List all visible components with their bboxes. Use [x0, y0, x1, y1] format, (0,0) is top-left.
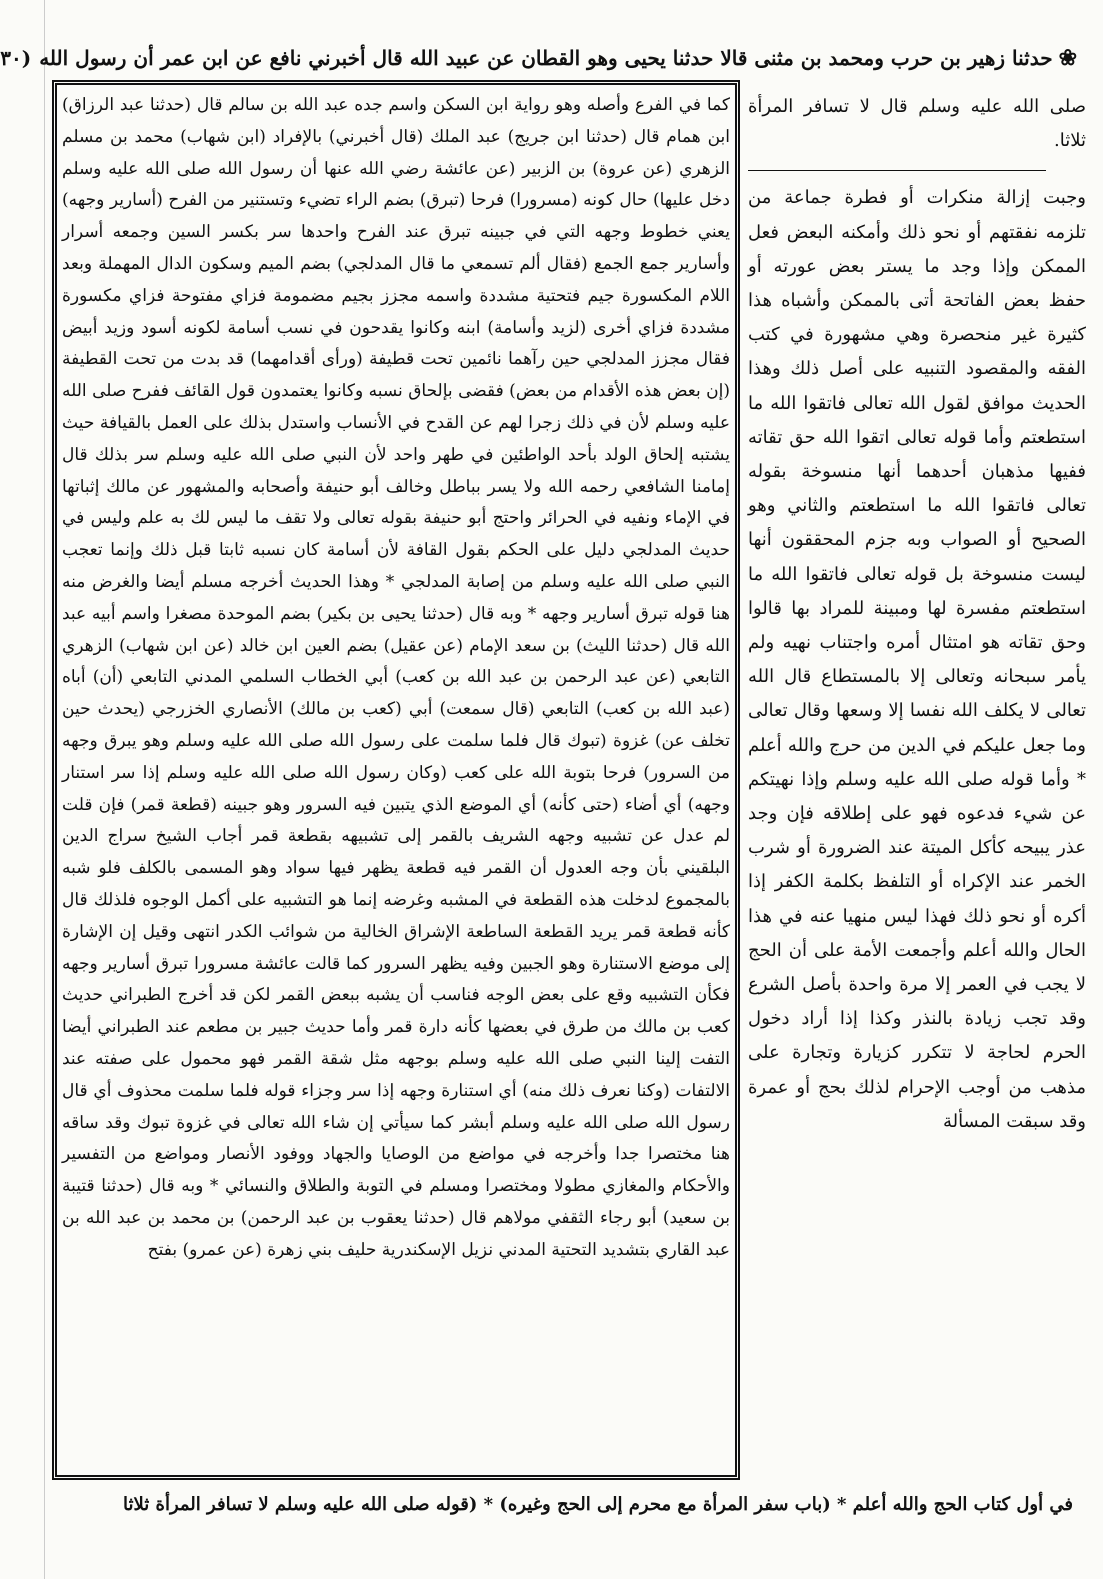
binding-line [44, 0, 45, 1579]
page-header [0, 40, 1083, 76]
page-footer: في أول كتاب الحج والله أعلم * (باب سفر المرأة مع محرم إلى الحج وغيره) * (قوله صلى الله عليه وسلم لا تسافر المرأة ثلاثا [123, 1494, 1073, 1515]
header-text: حدثنا زهير بن حرب ومحمد بن مثنى قالا حدثنا يحيى وهو القطان عن عبيد الله قال أخبرني نافع عن ابن عمر أن رسول الله [39, 46, 1053, 70]
page-number: (٣٠ [0, 46, 32, 70]
ornament-icon: ❀ [1058, 45, 1077, 71]
margin-body: وجبت إزالة منكرات أو فطرة جماعة من تلزمه نفقتهم أو نحو ذلك وأمكنه البعض فعل الممكن وإذا وجد ما يستر بعض عورته أو حفظ بعض الفاتحة أتى بالممكن وأشباه هذا كثيرة غير منحصرة وهي مشهورة في كتب الفقه والمقصود التنبيه على أصل ذلك وهذا الحديث موافق لقول الله تعالى فاتقوا الله ما استطعتم وأما قوله تعالى اتقوا الله حق تقاته ففيها مذهبان أحدهما أنها منسوخة بقوله تعالى فاتقوا الله ما استطعتم والثاني وهو الصحيح أو الصواب وبه جزم المحققون أنها ليست منسوخة بل قوله تعالى فاتقوا الله ما استطعتم مفسرة لها ومبينة للمراد بها قالوا وحق تقاته هو امتثال أمره واجتناب نهيه ولم يأمر سبحانه وتعالى إلا بالمستطاع قال الله تعالى لا يكلف الله نفسا إلا وسعها وقال تعالى وما جعل عليكم في الدين من حرج والله أعلم * وأما قوله صلى الله عليه وسلم وإذا نهيتكم عن شيء فدعوه فهو على إطلاقه فإن وجد عذر يبيحه كأكل الميتة عند الضرورة أو شرب الخمر عند الإكراه أو التلفظ بكلمة الكفر إذا أكره أو نحو ذلك فهذا ليس منهيا عنه في هذا الحال والله أعلم وأجمعت الأمة على أن الحج لا يجب في العمر إلا مرة واحدة بأصل الشرع وقد تجب زيادة بالنذر وكذا إذا أراد دخول الحرم لحاجة لا تتكرر كزيارة وتجارة على مذهب من أوجب الإحرام لذلك بحج أو عمرة وقد سبقت المسألة [748, 187, 1086, 1132]
margin-divider [748, 170, 1046, 171]
margin-column [748, 90, 1086, 1480]
commentary-text: كما في الفرع وأصله وهو رواية ابن السكن واسم جده عبد الله بن سالم قال (حدثنا عبد الرزاق) ابن همام قال (حدثنا ابن جريج) عبد الملك (قال أخبرني) بالإفراد (ابن شهاب) محمد بن مسلم الزهري (عن عروة) بن الزبير (عن عائشة رضي الله عنها أن رسول الله صلى الله عليه وسلم دخل عليها) حال كونه (مسرورا) فرحا (تبرق) بضم الراء تضيء وتستنير من الفرح (أسارير وجهه) يعني خطوط وجهه التي في جبينه تبرق عند الفرح واحدها سر بكسر السين وجمعه أسرار وأسارير جمع الجمع (فقال ألم تسمعي ما قال المدلجي) بضم الميم وسكون الدال المهملة وبعد اللام المكسورة جيم فتحتية مشددة واسمه مجزز بجيم مضمومة فزاي مفتوحة فزاي مكسورة مشددة فزاي أخرى (لزيد وأسامة) ابنه وكانوا يقدحون في نسب أسامة لكونه أسود وزيد أبيض فقال مجزز المدلجي حين رآهما نائمين تحت قطيفة (ورأى أقدامهما) قد بدت من تحت القطيفة (إن بعض هذه الأقدام من بعض) فقضى بإلحاق نسبه وكانوا يعتمدون قول القائف ففرح صلى الله عليه وسلم لأن في ذلك زجرا لهم عن القدح في الأنساب واستدل بذلك على العمل بالقيافة حيث يشتبه إلحاق الولد بأحد الواطئين في طهر واحد لأن النبي صلى الله عليه وسلم سر بذلك قال إمامنا الشافعي رحمه الله ولا يسر بباطل وخالف أبو حنيفة وأصحابه والمشهور عن مالك إثباتها في الإماء ونفيه في الحرائر واحتج أبو حنيفة بقوله تعالى ولا تقف ما ليس لك به علم وليس في حديث المدلجي دليل على الحكم بقول القافة لأن أسامة كان نسبه ثابتا قبل ذلك وإنما تعجب النبي صلى الله عليه وسلم من إصابة المدلجي * وهذا الحديث أخرجه مسلم أيضا والغرض منه هنا قوله تبرق أسارير وجهه * وبه قال (حدثنا يحيى بن بكير) بضم الموحدة مصغرا واسم أبيه عبد الله قال (حدثنا الليث) بن سعد الإمام (عن عقيل) بضم العين ابن خالد (عن ابن شهاب) الزهري التابعي (عن عبد الرحمن بن عبد الله بن كعب) أبي الخطاب السلمي المدني التابعي (أن) أباه (عبد الله بن كعب) التابعي (قال سمعت) أبي (كعب بن مالك) الأنصاري الخزرجي (يحدث حين تخلف عن) غزوة (تبوك قال فلما سلمت على رسول الله صلى الله عليه وسلم وهو يبرق وجهه من السرور) فرحا بتوبة الله على كعب (وكان رسول الله صلى الله عليه وسلم إذا سر استنار وجهه) أي أضاء (حتى كأنه) أي الموضع الذي يتبين فيه السرور وهو جبينه (قطعة قمر) فإن قلت لم عدل عن تشبيه وجهه الشريف بالقمر إلى تشبيهه بقطعة قمر أجاب الشيخ سراج الدين البلقيني بأن وجه العدول أن القمر فيه قطعة يظهر فيها سواد وهو المسمى بالكلف فلو شبه بالمجموع لدخلت هذه القطعة في المشبه وغرضه إنما هو التشبيه على أكمل الوجوه فلذلك قال كأنه قطعة قمر يريد القطعة الساطعة الإشراق الخالية من شوائب الكدر انتهى وقيل إن الإشارة إلى موضع الاستنارة وهو الجبين وفيه يظهر السرور كما قالت عائشة مسرورا تبرق أسارير وجهه فكأن التشبيه وقع على بعض الوجه فناسب أن يشبه ببعض القمر لكن قد أخرج الطبراني حديث كعب بن مالك من طرق في بعضها كأنه دارة قمر وأما حديث جبير بن مطعم عند الطبراني أيضا التفت إلينا النبي صلى الله عليه وسلم بوجهه مثل شقة القمر فهو محمول على صفته عند الالتفات (وكنا نعرف ذلك منه) أي استنارة وجهه إذا سر وجزاء قوله فلما سلمت محذوف أي قال رسول الله صلى الله عليه وسلم أبشر كما سيأتي إن شاء الله تعالى في غزوة تبوك وقد ساقه هنا مختصرا جدا وأخرجه في مواضع من الوصايا والجهاد ووفود الأنصار ومواضع من التفسير والأحكام والمغازي مطولا ومختصرا ومسلم في التوبة والطلاق والنسائي * وبه قال (حدثنا قتيبة بن سعيد) أبو رجاء الثقفي مولاهم قال (حدثنا يعقوب بن عبد الرحمن) بن محمد بن عبد الله بن عبد القاري بتشديد التحتية المدني نزيل الإسكندرية حليف بني زهرة (عن عمرو) بفتح [62, 95, 731, 1260]
margin-top-note: صلى الله عليه وسلم قال لا تسافر المرأة ثلاثا. [748, 96, 1086, 152]
